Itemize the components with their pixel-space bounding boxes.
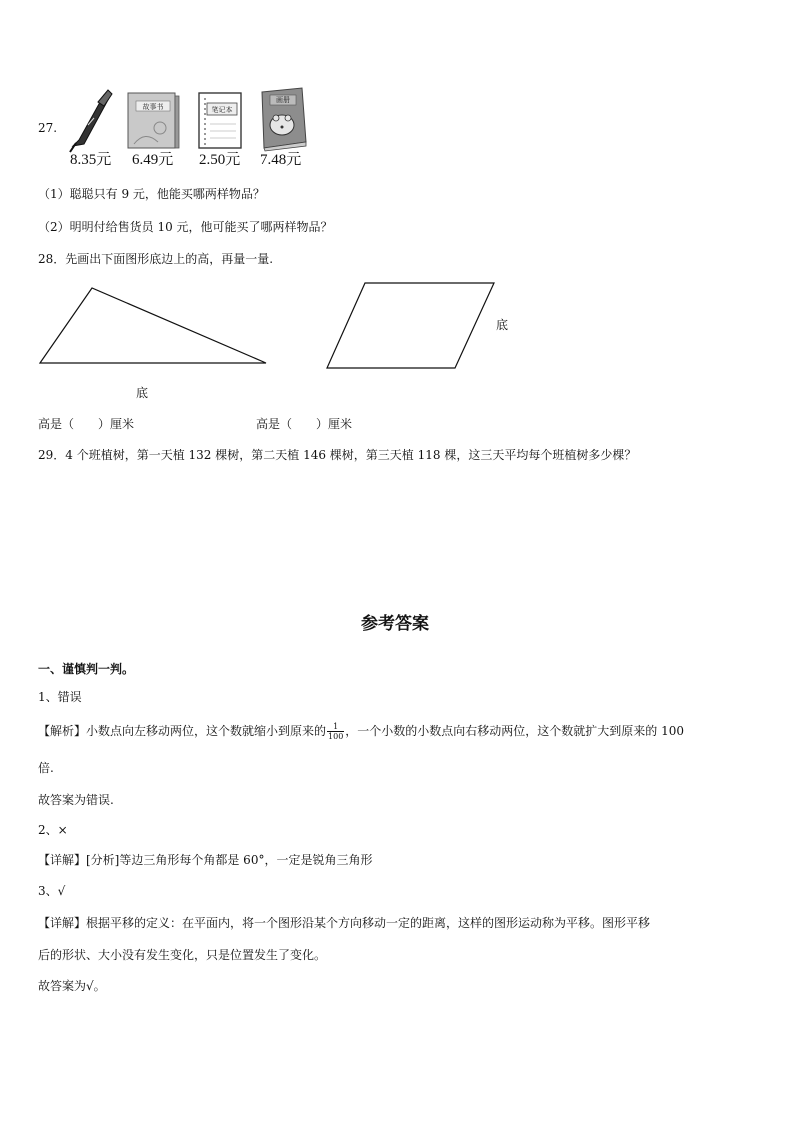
price-picture-album: 7.48元	[260, 152, 302, 168]
price-fountain-pen: 8.35元	[70, 152, 112, 168]
notebook-cover-label: 笔记本	[211, 106, 233, 114]
triangle-height-answer: 高是（ ）厘米	[38, 417, 135, 431]
price-story-book: 6.49元	[132, 152, 174, 168]
answer-1-label: 1、错误	[38, 690, 82, 704]
answer-1-analysis-pre: 【解析】小数点向左移动两位，这个数就缩小到原来的	[38, 724, 327, 738]
fraction-denominator: 100	[328, 732, 344, 741]
answer-3-detail-line-2: 后的形状、大小没有发生变化，只是位置发生了变化。	[38, 948, 327, 962]
answer-3-detail-line-1: 【详解】根据平移的定义：在平面内，将一个图形沿某个方向移动一定的距离，这样的图形运动称为平移。图形平移	[38, 916, 651, 930]
answer-1-analysis-post: ，一个小数的小数点向右移动两位，这个数就扩大到原来的 100	[345, 724, 685, 738]
answer-1-analysis-continued: 倍.	[38, 761, 54, 775]
question-27-part-1: （1）聪聪只有 9 元，他能买哪两样物品？	[38, 187, 265, 201]
price-notebook: 2.50元	[199, 152, 241, 168]
question-27-number: 27.	[38, 121, 58, 135]
answer-3-label: 3、√	[38, 884, 66, 898]
answer-2-detail: 【详解】[分析]等边三角形每个角都是 60°，一定是锐角三角形	[38, 853, 373, 867]
picture-album-cover-label: 画册	[276, 96, 290, 104]
question-27-part-2: （2）明明付给售货员 10 元，他可能买了哪两样物品？	[38, 220, 333, 234]
fraction-one-hundredth	[327, 722, 344, 741]
fraction-numerator: 1	[327, 722, 344, 732]
answers-title: 参考答案	[361, 614, 429, 634]
q28-figures	[0, 0, 794, 480]
story-book-cover-label: 故事书	[142, 103, 164, 111]
question-29-text: 29．4 个班植树，第一天植 132 棵树，第二天植 146 棵树，第三天植 118 棵，这三天平均每个班植树多少棵？	[38, 448, 637, 462]
triangle-figure	[40, 288, 266, 363]
answer-1-conclusion: 故答案为错误.	[38, 793, 114, 807]
answer-1-analysis	[38, 722, 684, 741]
triangle-base-label: 底	[136, 386, 149, 400]
parallelogram-height-answer: 高是（ ）厘米	[256, 417, 353, 431]
answer-2-label: 2、×	[38, 823, 68, 837]
parallelogram-figure	[327, 283, 494, 368]
answer-3-conclusion: 故答案为√。	[38, 979, 106, 993]
parallelogram-base-label: 底	[496, 318, 509, 332]
answers-section-heading: 一、谨慎判一判。	[38, 662, 135, 676]
question-28-text: 28．先画出下面图形底边上的高，再量一量.	[38, 252, 274, 266]
